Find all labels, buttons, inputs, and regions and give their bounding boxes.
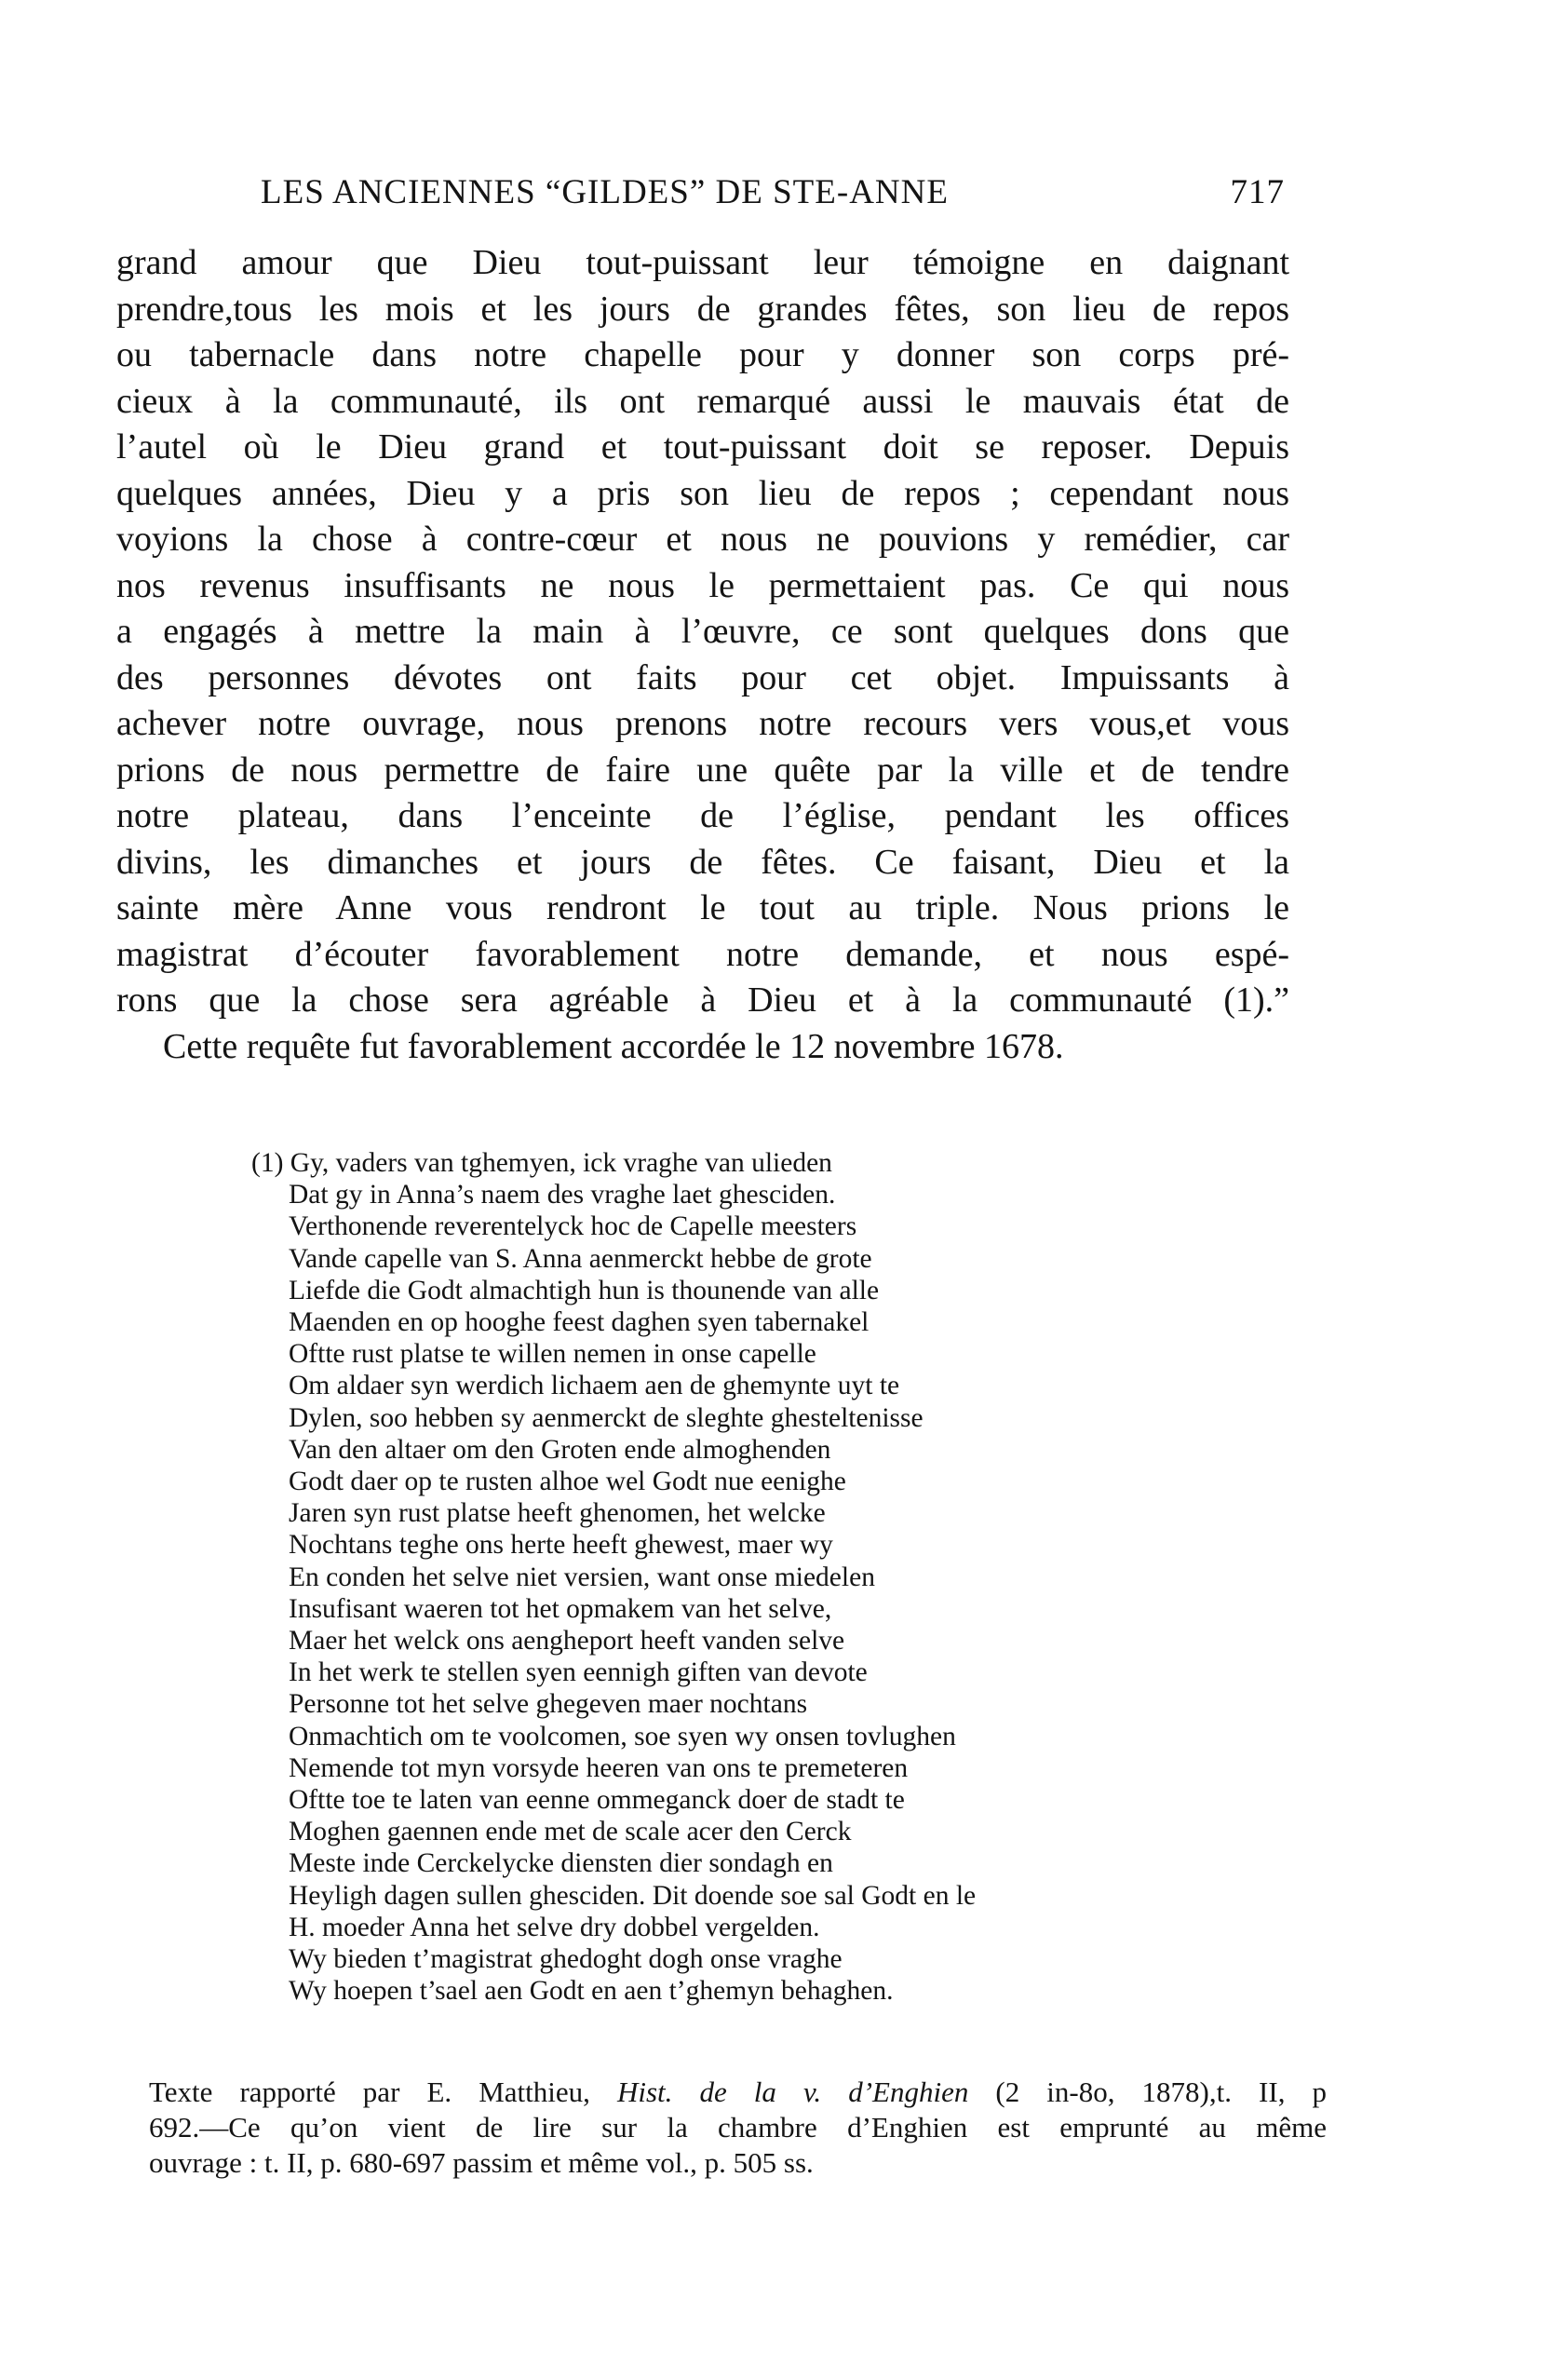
text-line: sainte mère Anne vous rendront le tout au triple. Nous prions le [116,888,1289,927]
footnote-line: Meste inde Cerckelycke diensten dier sondagh en [289,1848,833,1879]
footnote-line: Om aldaer syn werdich lichaem aen de ghemynte uyt te [289,1371,900,1401]
text-line: des personnes dévotes ont faits pour cet objet. Impuissants à [116,657,1289,697]
footnote-line: In het werk te stellen syen eennigh giften van devote [289,1657,868,1688]
source-text: Texte rapporté par E. Matthieu, [149,2076,617,2108]
footnote-line: Onmachtich om te voolcomen, soe syen wy onsen tovlughen [289,1721,956,1751]
text-line: divins, les dimanches et jours de fêtes. Ce faisant, Dieu et la [116,842,1289,882]
text-line: ou tabernacle dans notre chapelle pour y donner son corps pré- [116,335,1289,374]
running-head [261,172,1285,219]
footnote-line: Dat gy in Anna’s naem des vraghe laet ghesciden. [289,1180,836,1210]
source-title: Hist. de la v. d’Enghien [616,2076,969,2108]
source-text: (2 in-8o, 1878),t. II, p [968,2076,1328,2108]
text-line: voyions la chose à contre-cœur et nous ne pouvions y remédier, car [116,520,1289,559]
footnote-line: Moghen gaennen ende met de scale acer den Cerck [289,1817,852,1847]
text-line: achever notre ouvrage, nous prenons notre recours vers vous,et vous [116,704,1289,743]
footnote-line: Oftte toe te laten van eenne ommeganck doer de stadt te [289,1785,905,1816]
text-line: magistrat d’écouter favorablement notre demande, et nous espé- [116,934,1289,974]
footnote-line: Nochtans teghe ons herte heeft ghewest, maer wy [289,1530,833,1561]
footnote-line: H. moeder Anna het selve dry dobbel vergelden. [289,1912,820,1942]
source-line: ouvrage : t. II, p. 680-697 passim et même vol., p. 505 ss. [149,2146,814,2179]
footnote-line: Oftte rust platse te willen nemen in onse capelle [289,1339,816,1370]
footnote-line: Heyligh dagen sullen ghesciden. Dit doende soe sal Godt en le [289,1880,977,1911]
source-line [149,2075,1327,2110]
footnote-line: Personne tot het selve ghegeven maer nochtans [289,1689,808,1720]
text-line: prions de nous permettre de faire une quête par la ville et de tendre [116,750,1289,790]
footnote-line: Insufisant waeren tot het opmakem van het selve, [289,1593,832,1624]
text-line: l’autel où le Dieu grand et tout-puissant doit se reposer. Depuis [116,427,1289,467]
text-line: cieux à la communauté, ils ont remarqué aussi le mauvais état de [116,381,1289,421]
running-title: LES ANCIENNES “GILDES” DE STE-ANNE [261,173,949,211]
text-line: notre plateau, dans l’enceinte de l’église, pendant les offices [116,796,1289,835]
text-line: prendre,tous les mois et les jours de grandes fêtes, son lieu de repos [116,289,1289,329]
footnote-line: Maer het welck ons aengheport heeft vanden selve [289,1626,845,1657]
footnote-line: En conden het selve niet versien, want onse miedelen [289,1562,875,1592]
text-line: a engagés à mettre la main à l’œuvre, ce sont quelques dons que [116,612,1289,651]
footnote [251,1147,1322,2007]
footnote-line: Nemende tot myn vorsyde heeren van ons te premeteren [289,1752,909,1783]
footnote-line: Wy bieden t’magistrat ghedoght dogh onse vraghe [289,1944,843,1975]
footnote-line: Van den altaer om den Groten ende almoghenden [289,1434,831,1465]
source-line: 692.—Ce qu’on vient de lire sur la chambre d’Enghien est emprunté au même [149,2111,1327,2143]
closing-line: Cette requête fut favorablement accordée le 12 novembre 1678. [163,1026,1064,1066]
text-line: quelques années, Dieu y a pris son lieu de repos ; cependant nous [116,473,1289,513]
footnote-line: Dylen, soo hebben sy aenmerckt de sleghte ghesteltenisse [289,1402,924,1433]
page-number: 717 [1230,173,1285,211]
text-line: nos revenus insuffisants ne nous le permettaient pas. Ce qui nous [116,565,1289,605]
footnote-line: Wy hoepen t’sael aen Godt en aen t’ghemyn behaghen. [289,1976,894,2007]
text-line: rons que la chose sera agréable à Dieu et à la communauté (1).” [116,980,1289,1020]
text-line: grand amour que Dieu tout-puissant leur témoigne en daignant [116,243,1289,282]
footnote-line: Jaren syn rust platse heeft ghenomen, het welcke [289,1498,826,1529]
footnote-line: Verthonende reverentelyck hoc de Capelle meesters [289,1211,857,1242]
footnote-line: Godt daer op te rusten alhoe wel Godt nue eenighe [289,1467,846,1497]
footnote-line: Maenden en op hooghe feest daghen syen tabernakel [289,1307,870,1338]
footnote-line: (1) Gy, vaders van tghemyen, ick vraghe van ulieden [251,1148,832,1178]
footnote-line: Vande capelle van S. Anna aenmerckt hebbe de grote [289,1243,872,1274]
footnote-line: Liefde die Godt almachtigh hun is thounende van alle [289,1275,880,1305]
source-note [149,2075,1327,2181]
main-text [116,240,1289,1070]
